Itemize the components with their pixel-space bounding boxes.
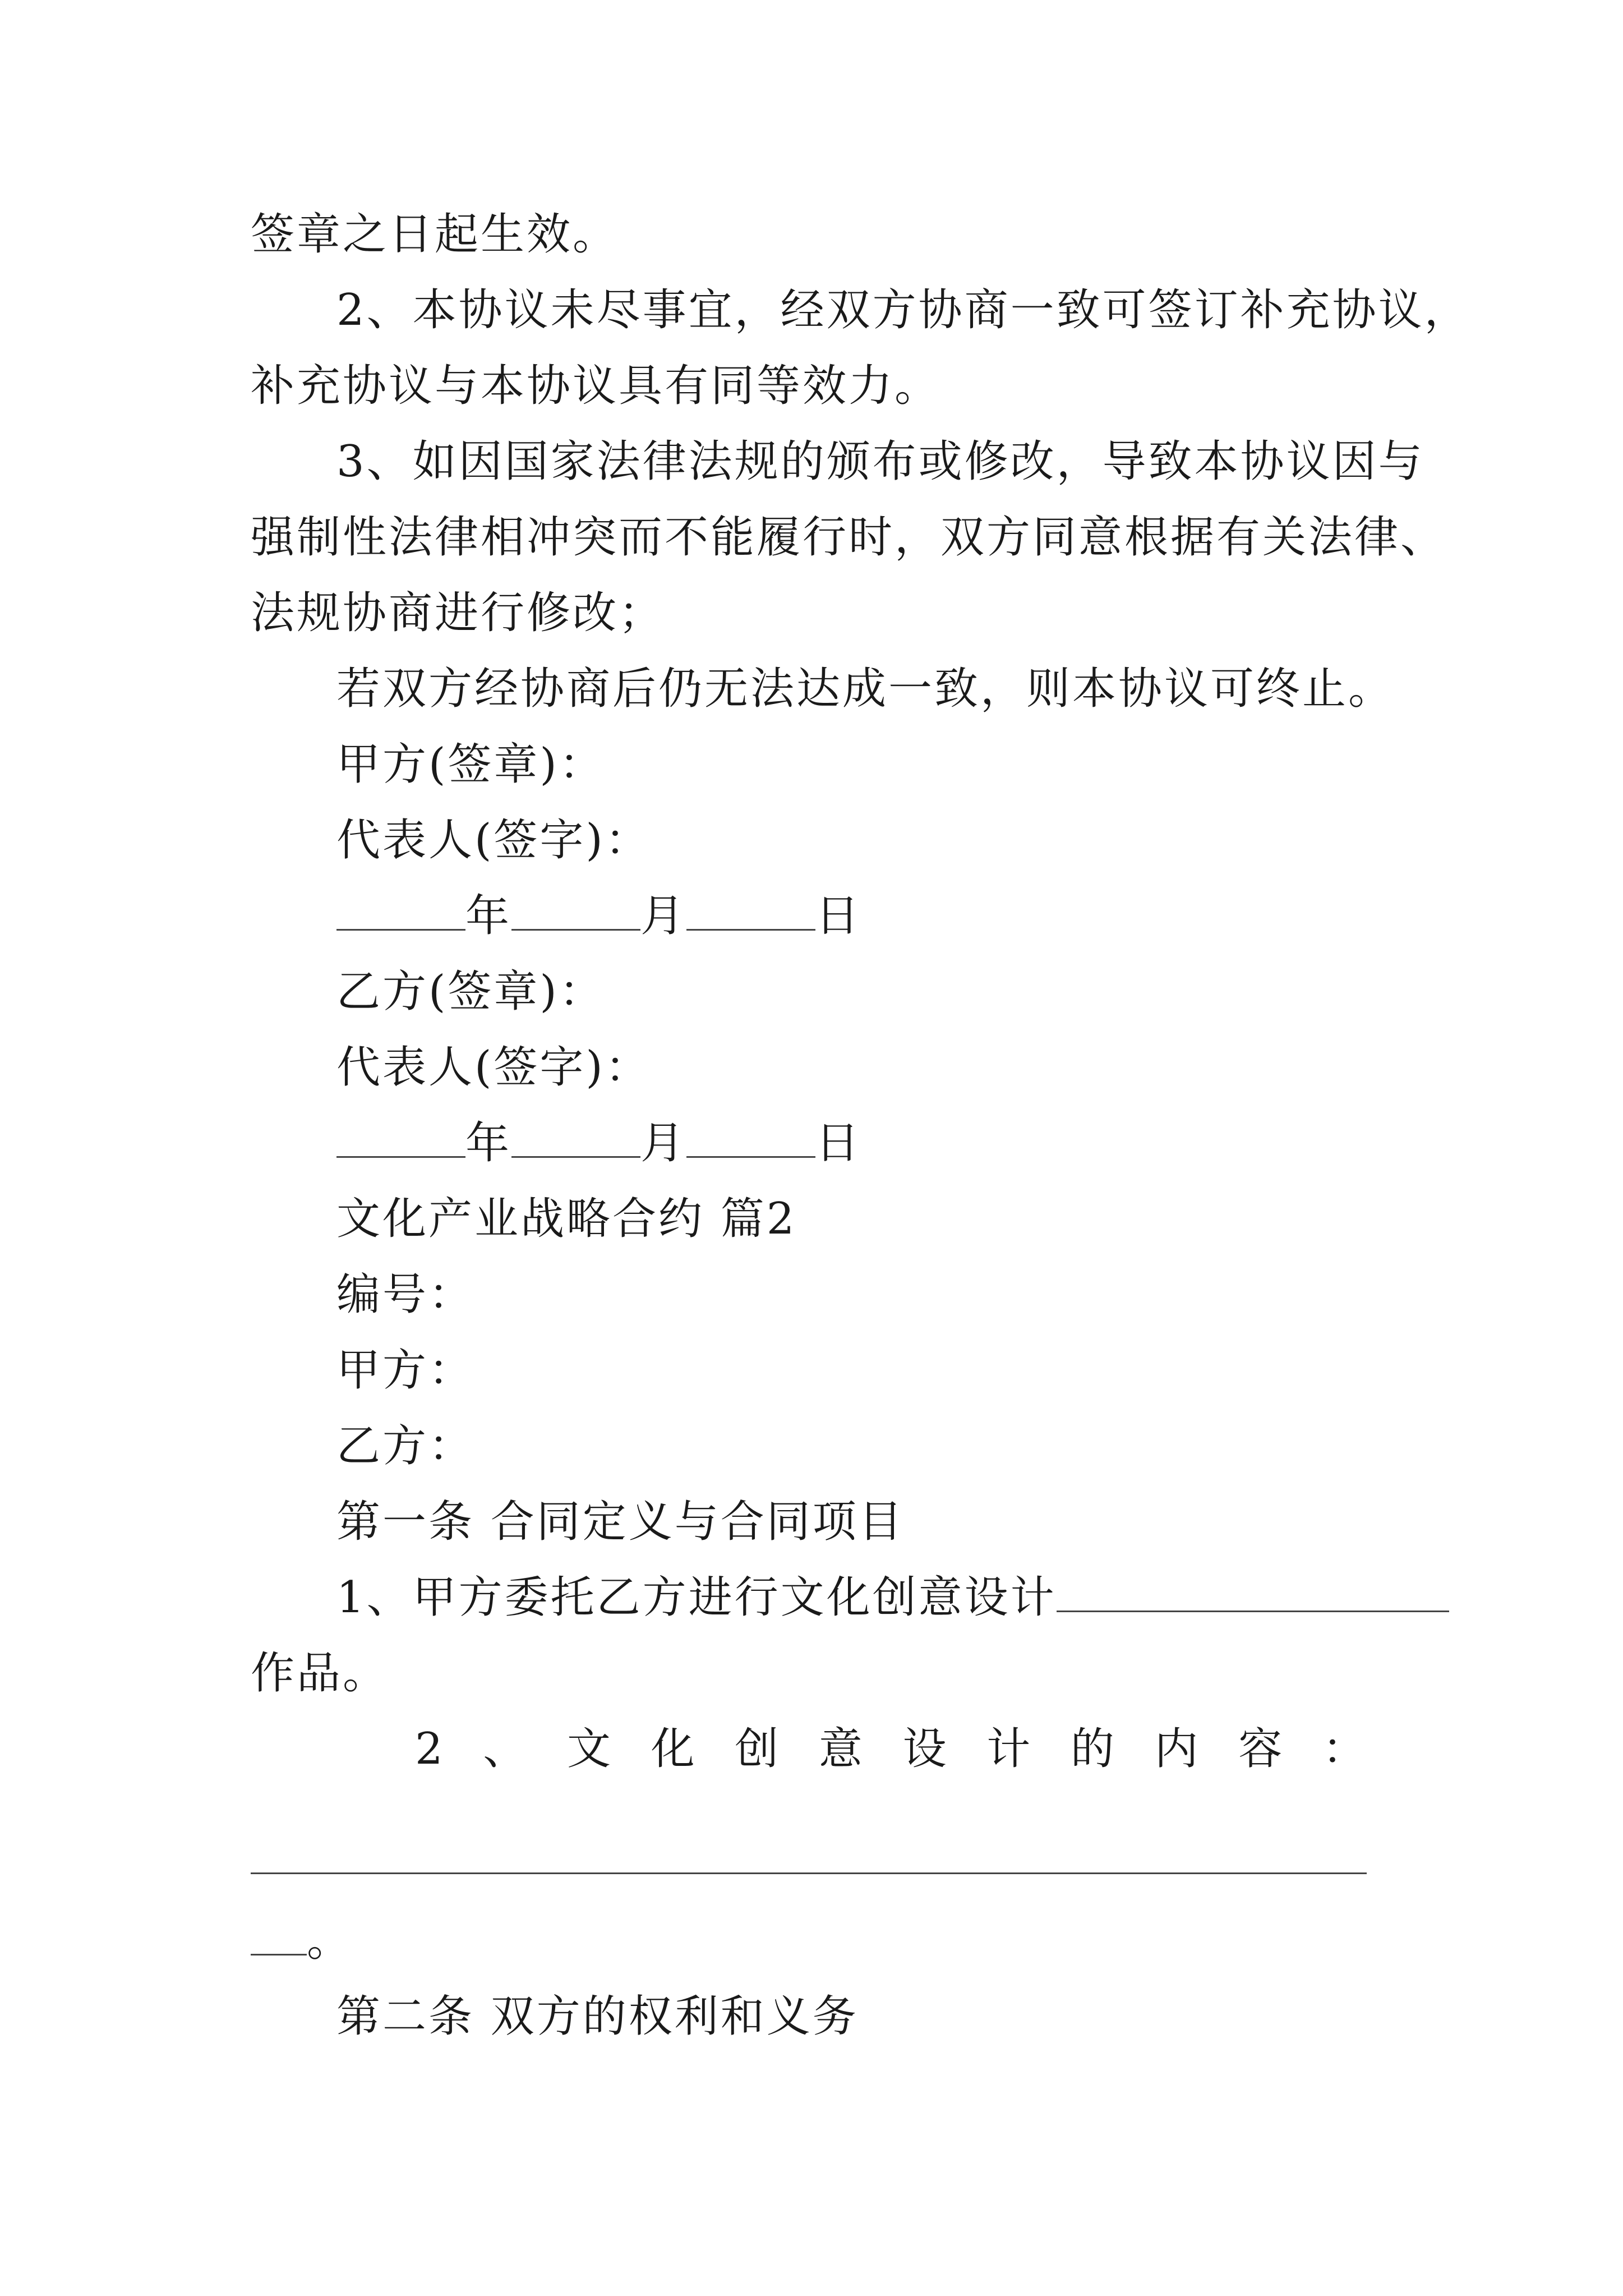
design-work-blank[interactable] [1057, 1570, 1449, 1612]
spread-char: 内 [1154, 1724, 1201, 1774]
paragraph-line: 2、本协议未尽事宜，经双方协商一致可签订补充协议， [336, 285, 1470, 335]
month-blank[interactable] [511, 889, 640, 931]
party-b-label: 乙方： [336, 1421, 475, 1471]
spread-char: 容 [1238, 1724, 1285, 1774]
paragraph-line: 法规协商进行修改； [251, 588, 665, 638]
year-blank[interactable] [336, 889, 465, 931]
spread-char: 文 [566, 1724, 613, 1774]
spread-char: 的 [1070, 1724, 1117, 1774]
spread-char: 2 [415, 1724, 445, 1774]
design-content-line [415, 1721, 1368, 1777]
day-label: 日 [815, 891, 862, 941]
paragraph-line: 签章之日起生效。 [251, 209, 619, 260]
paragraph-line: 强制性法律相冲突而不能履行时，双方同意根据有关法律、 [251, 512, 1447, 563]
paragraph-line: 3、如因国家法律法规的颁布或修改，导致本协议因与 [336, 436, 1424, 487]
section-title: 文化产业战略合约 篇2 [336, 1194, 797, 1244]
article-heading: 第一条 合同定义与合同项目 [336, 1497, 905, 1547]
spread-char: 化 [651, 1724, 697, 1774]
paragraph-line [336, 1570, 1406, 1626]
party-a-seal-label: 甲方(签章)： [336, 739, 605, 790]
day-blank[interactable] [686, 889, 815, 931]
design-clause-text: 1、甲方委托乙方进行文化创意设计 [336, 1572, 1057, 1623]
paragraph-line [251, 1913, 1406, 1969]
period-mark: 。 [307, 1916, 353, 1966]
continuation-blank[interactable] [251, 1913, 307, 1955]
design-content-blank[interactable] [251, 1872, 1367, 1874]
paragraph-line: 若双方经协商后仍无法达成一致，则本协议可终止。 [336, 664, 1395, 714]
year-label: 年 [465, 1118, 512, 1168]
party-a-representative-label: 代表人(签字)： [336, 815, 651, 866]
contract-number-label: 编号： [336, 1269, 475, 1320]
party-a-date-line [336, 888, 1406, 944]
spread-char: 意 [818, 1724, 865, 1774]
day-blank[interactable] [686, 1116, 815, 1158]
party-a-label: 甲方： [336, 1345, 475, 1396]
party-b-seal-label: 乙方(签章)： [336, 967, 605, 1017]
year-blank[interactable] [336, 1116, 465, 1158]
year-label: 年 [465, 891, 512, 941]
spread-char: ： [1322, 1724, 1368, 1774]
spread-char: 创 [735, 1724, 781, 1774]
party-b-date-line [336, 1115, 1406, 1171]
month-label: 月 [640, 891, 687, 941]
article-heading: 第二条 双方的权利和义务 [336, 1991, 859, 2042]
spread-char: 、 [483, 1724, 529, 1774]
party-b-representative-label: 代表人(签字)： [336, 1042, 651, 1093]
spread-char: 计 [986, 1724, 1033, 1774]
paragraph-line: 作品。 [251, 1648, 389, 1699]
month-label: 月 [640, 1118, 687, 1168]
spread-char: 设 [902, 1724, 949, 1774]
month-blank[interactable] [511, 1116, 640, 1158]
paragraph-line: 补充协议与本协议具有同等效力。 [251, 361, 941, 411]
day-label: 日 [815, 1118, 862, 1168]
